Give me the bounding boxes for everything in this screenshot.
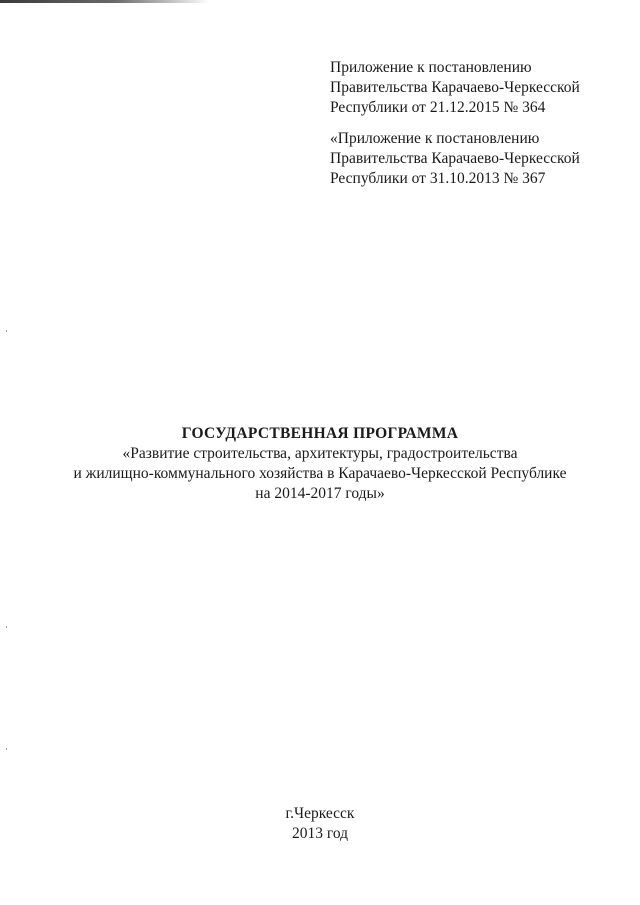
- appendix-note-line: Республики от 31.10.2013 № 367: [330, 170, 546, 187]
- document-footer: [0, 804, 640, 844]
- appendix-note-current: [330, 58, 630, 118]
- footer-year: 2013 год: [291, 825, 349, 842]
- appendix-note-line: Республики от 21.12.2015 № 364: [330, 99, 546, 116]
- program-title-line: на 2014-2017 годы»: [255, 485, 385, 502]
- appendix-note-line: «Приложение к постановлению: [330, 130, 540, 147]
- scan-artifact-dot: [6, 626, 7, 628]
- program-title-block: [0, 424, 640, 504]
- program-title-line: «Развитие строительства, архитектуры, градостроительства: [122, 445, 518, 462]
- scan-artifact-dot: [6, 748, 7, 750]
- scan-artifact-top-edge: [0, 0, 210, 3]
- program-heading: ГОСУДАРСТВЕННАЯ ПРОГРАММА: [181, 425, 459, 442]
- appendix-note-original: [330, 129, 630, 189]
- program-title-line: и жилищно-коммунального хозяйства в Карачаево-Черкесской Республике: [73, 465, 567, 482]
- appendix-note-line: Приложение к постановлению: [330, 59, 532, 76]
- footer-city: г.Черкесск: [285, 805, 355, 822]
- appendix-note-line: Правительства Карачаево-Черкесской: [330, 150, 580, 167]
- appendix-note-line: Правительства Карачаево-Черкесской: [330, 79, 580, 96]
- scan-artifact-dot: [6, 330, 7, 332]
